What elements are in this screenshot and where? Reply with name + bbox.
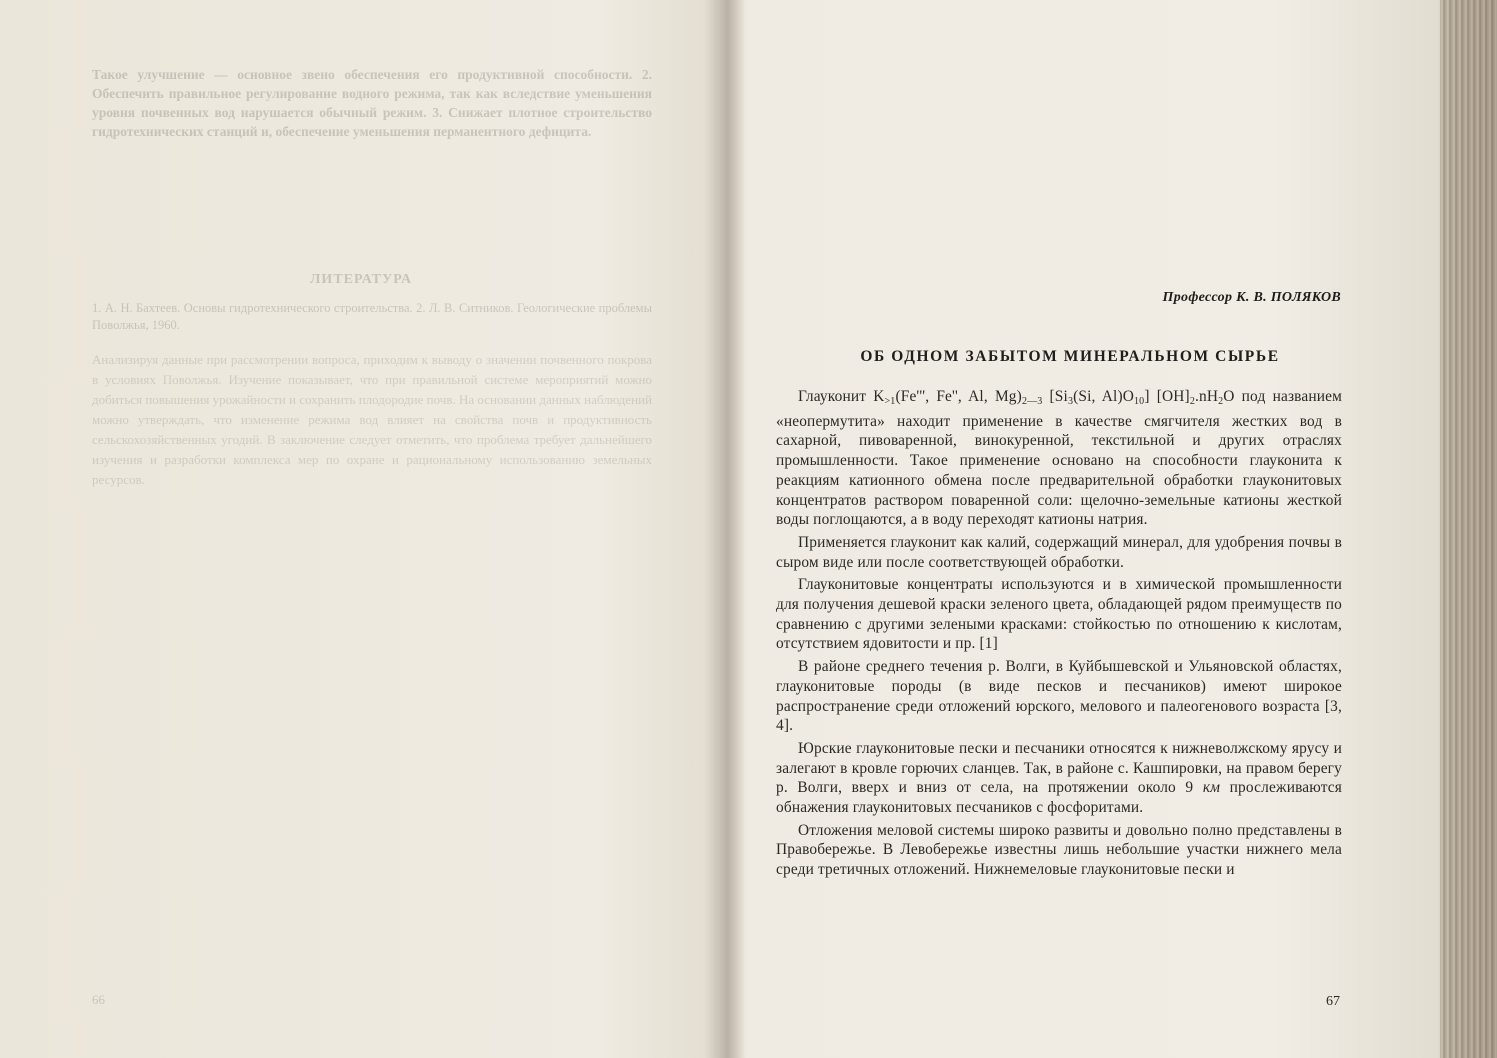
show-through-references: 1. А. Н. Бахтеев. Основы гидротехнического строительства. 2. Л. В. Ситников. Геологические проблемы Поволжья, 1960. <box>92 301 652 332</box>
paragraph-2: Применяется глауконит как калий, содержащий минерал, для удобрения почвы в сыром виде или после соответствующей обработки. <box>776 533 1342 571</box>
article-title: ОБ ОДНОМ ЗАБЫТОМ МИНЕРАЛЬНОМ СЫРЬЕ <box>860 348 1280 365</box>
paragraph-1-text: под названием «неопермутита» находит применение в качестве смягчителя жестких вод в сахарной, пивоваренной, винокуренной, текстильной и других отраслях промышленности. Такое применение основано на способности глауконита к реакциям катионного обмена после предварительной обработки глауконитовых концентратов раствором поваренной соли: щелочно-земельные катионы жесткой воды поглощаются, а в воду переходят катионы натрия. <box>776 388 1343 529</box>
formula-oh-subscript: 2 <box>1189 396 1195 407</box>
show-through-body: Анализируя данные при рассмотрении вопроса, приходим к выводу о значении почвенного покрова в условиях Поволжья. Изучение показывает, что при правильной системе мероприятий можно добиться повышения урожайности и сохранить плодородие почв. На основании данных наблюдений можно утверждать, что изменение режима вод влияет на свойства почв и продуктивность сельскохозяйственных угодий. В заключение следует отметить, что проблема требует дальнейшего изучения и разработки комплекса мер по охране и рациональному использованию земельных ресурсов. <box>92 352 652 487</box>
page-edges <box>1440 0 1497 1058</box>
unit-km: км <box>1202 779 1221 797</box>
article-body <box>776 387 1342 880</box>
show-through-page-number: 66 <box>92 992 105 1007</box>
show-through-heading: ЛИТЕРАТУРА <box>310 272 413 287</box>
paragraph-3: Глауконитовые концентраты используются и в химической промышленности для получения дешевой краски зеленого цвета, обладающей рядом преимуществ по сравнению с другими зелеными красками: стойкостью по отношению к кислотам, отсутствием ядовитости и пр. [1] <box>776 576 1342 653</box>
paragraph-6: Отложения меловой системы широко развиты и довольно полно представлены в Правобережье. В Левобережье известны лишь небольшие участки нижнего мела среди третичных отложений. Нижнемеловые глауконитовые пески и <box>776 821 1342 879</box>
page-number: 67 <box>1326 994 1340 1009</box>
paragraph-5 <box>776 739 1342 818</box>
formula-si-subscript: 3 <box>1067 396 1074 407</box>
formula-fe-subscript: 2—3 <box>1021 396 1043 407</box>
formula-tail: .nH <box>1195 388 1219 405</box>
paragraph-4: В районе среднего течения р. Волги, в Куйбышевской и Ульяновской областях, глауконитовые породы (в виде песков и песчаников) имеют широкое распространение среди отложений юрского, мелового и палеогенового возраста [3, 4]. <box>776 658 1342 735</box>
show-through-text-top: Такое улучшение — основное звено обеспечения его продуктивной способности. 2. Обеспечить правильное регулирование водного режима, так как вследствие уменьшения уровня почвенных вод нарушается обычный режим. 3. Снижает плотное строительство гидротехнических станций и, обеспечение уменьшения перманентного дефицита. <box>92 67 652 139</box>
formula-lead: Глауконит K <box>798 388 885 405</box>
left-page <box>0 0 720 1058</box>
formula-end: O <box>1223 388 1235 405</box>
formula-o-subscript: 10 <box>1134 396 1145 407</box>
author-line: Профессор К. В. ПОЛЯКОВ <box>1162 290 1341 305</box>
formula-h-subscript: 2 <box>1218 396 1224 407</box>
formula-fe-group: (Fe''', Fe'', Al, Mg) <box>895 388 1022 405</box>
paragraph-5-text-b: прослеживаются обнажения глауконитовых песчаников с фосфоритами. <box>776 779 1343 817</box>
formula-oh-group: ] [OH] <box>1144 388 1190 405</box>
formula-k-subscript: >1 <box>884 396 896 407</box>
formula-al-group: (Si, Al)O <box>1073 388 1135 405</box>
paragraph-1 <box>776 387 1342 530</box>
formula-si-open: [Si <box>1042 388 1068 405</box>
paragraph-5-text-a: Юрские глауконитовые пески и песчаники относятся к нижневолжскому ярусу и залегают в кровле горючих сланцев. Так, в районе с. Кашпировки, на правом берегу р. Волги, вверх и вниз от села, на протяжении около 9 <box>776 739 1342 797</box>
